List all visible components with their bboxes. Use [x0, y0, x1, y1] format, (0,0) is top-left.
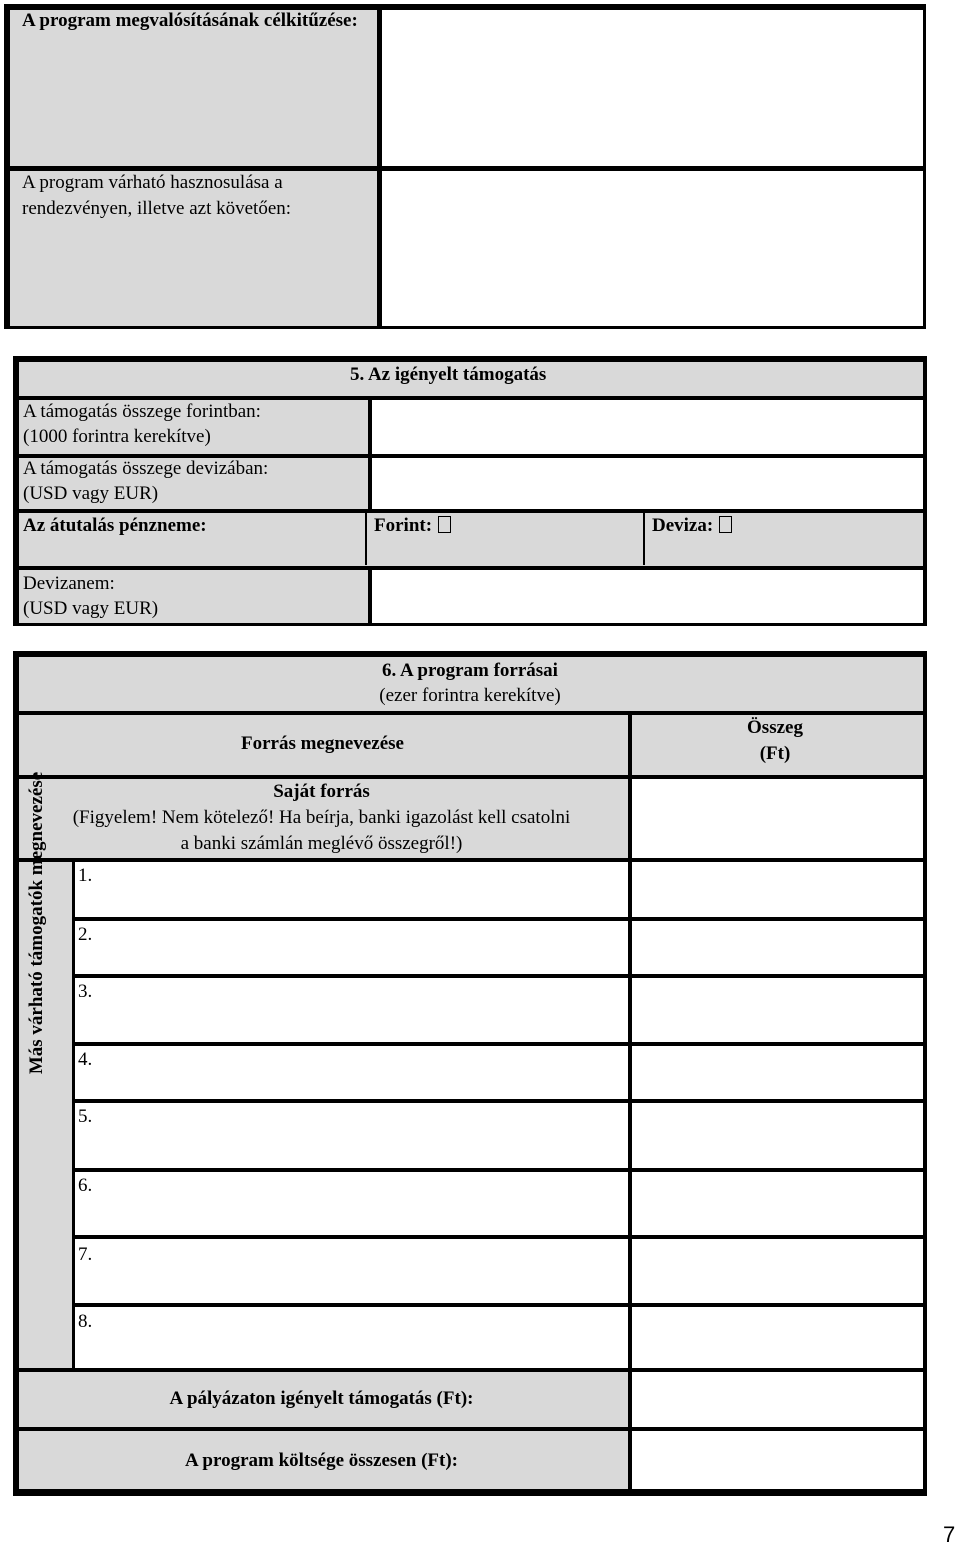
huf-amount-label: A támogatás összege forintban: — [23, 401, 261, 422]
supporter-row-6-name[interactable] — [75, 1172, 628, 1235]
amount-header-label-1: Összeg — [747, 717, 803, 738]
forint-option[interactable] — [374, 513, 451, 539]
row-number-6: 6. — [78, 1175, 93, 1196]
row-number-8: 8. — [78, 1311, 93, 1332]
section6-title: 6. A program forrásai — [382, 660, 558, 681]
program-goals-table — [4, 4, 926, 329]
transfer-divider-2 — [643, 510, 645, 565]
supporter-row-1-name[interactable] — [75, 862, 628, 917]
utilization-label: A program várható hasznosulása a rendezvényen, illetve azt követően: — [22, 172, 292, 219]
row-number-7: 7. — [78, 1244, 93, 1265]
deviza-checkbox[interactable] — [719, 516, 732, 533]
supporter-row-2-name[interactable] — [75, 921, 628, 974]
forint-checkbox[interactable] — [438, 516, 451, 533]
row-number-3: 3. — [78, 981, 93, 1002]
supporter-row-7-amount[interactable] — [632, 1239, 923, 1303]
own-source-note-2: a banki számlán meglévő összegről!) — [180, 833, 463, 854]
own-source-note-1: (Figyelem! Nem kötelező! Ha beírja, banki igazolást kell csatolni — [72, 807, 571, 828]
own-source-title: Saját forrás — [273, 781, 370, 802]
section6-subtitle: (ezer forintra kerekítve) — [379, 685, 561, 706]
currency-input[interactable] — [372, 570, 923, 623]
forint-option-label: Forint: — [374, 515, 433, 536]
supporter-row-3-amount[interactable] — [632, 978, 923, 1042]
other-supporters-label-wrap — [17, 771, 70, 1310]
program-total-label: A program költsége összesen (Ft): — [185, 1450, 458, 1471]
supporter-row-7-name[interactable] — [75, 1239, 628, 1303]
objective-label: A program megvalósításának célkitűzése: — [22, 10, 358, 31]
supporter-row-5-name[interactable] — [75, 1103, 628, 1168]
amount-header-label-2: (Ft) — [759, 743, 791, 764]
requested-total-input[interactable] — [632, 1372, 923, 1427]
currency-label: Devizanem: — [23, 573, 115, 594]
page-number: 7 — [943, 1522, 956, 1547]
fx-amount-label: A támogatás összege devizában: — [23, 458, 269, 479]
fx-amount-note: (USD vagy EUR) — [23, 483, 159, 504]
supporter-row-5-amount[interactable] — [632, 1103, 923, 1168]
row-number-1: 1. — [78, 865, 93, 886]
deviza-option-label: Deviza: — [652, 515, 714, 536]
utilization-input[interactable] — [382, 171, 923, 326]
source-name-header-label: Forrás megnevezése — [240, 733, 404, 754]
supporter-row-2-amount[interactable] — [632, 921, 923, 974]
supporter-row-8-name[interactable] — [75, 1307, 628, 1368]
transfer-currency-label: Az átutalás pénzneme: — [23, 515, 207, 536]
supporter-row-1-amount[interactable] — [632, 862, 923, 917]
program-total-input[interactable] — [632, 1431, 923, 1489]
supporter-row-6-amount[interactable] — [632, 1172, 923, 1235]
supporter-row-3-name[interactable] — [75, 978, 628, 1042]
supporter-row-4-name[interactable] — [75, 1046, 628, 1099]
requested-total-label: A pályázaton igényelt támogatás (Ft): — [169, 1388, 474, 1409]
supporter-row-4-amount[interactable] — [632, 1046, 923, 1099]
objective-input[interactable] — [382, 10, 923, 166]
huf-amount-note: (1000 forintra kerekítve) — [23, 426, 211, 447]
section5-title: 5. Az igényelt támogatás — [350, 364, 547, 385]
row-number-5: 5. — [78, 1106, 93, 1127]
supporter-row-8-amount[interactable] — [632, 1307, 923, 1368]
own-source-amount[interactable] — [632, 779, 923, 858]
transfer-divider-1 — [365, 510, 367, 565]
other-supporters-label: Más várható támogatók megnevezése — [26, 771, 47, 1075]
fx-amount-input[interactable] — [372, 458, 923, 509]
deviza-option[interactable] — [652, 513, 732, 539]
huf-amount-input[interactable] — [372, 400, 923, 454]
program-sources-table — [13, 651, 927, 1496]
currency-note: (USD vagy EUR) — [23, 598, 159, 619]
row-number-2: 2. — [78, 924, 93, 945]
row-number-4: 4. — [78, 1049, 93, 1070]
